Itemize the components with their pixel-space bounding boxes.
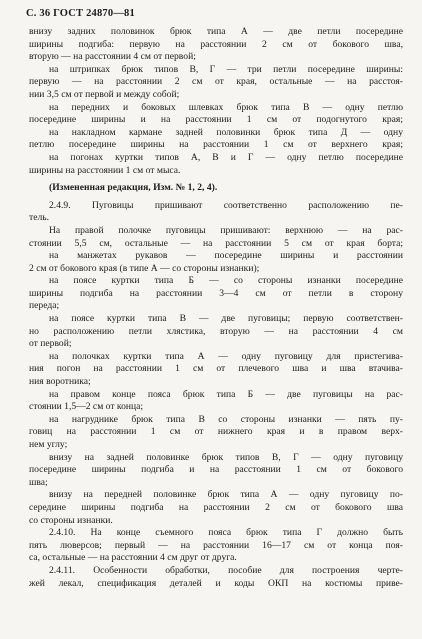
amendment-note: (Измененная редакция, Изм. № 1, 2, 4). — [49, 182, 218, 194]
text-line: На правой полочке пуговицы пришивают: верхнюю — на рас- — [49, 224, 403, 236]
text-line: ширины подгиба: первую на расстоянии 2 см от бокового шва, — [29, 38, 403, 50]
text-line: ширины подгиба на расстоянии 3—4 см от петли в сторону — [29, 287, 403, 299]
page-header: С. 36 ГОСТ 24870—81 — [26, 8, 135, 19]
text-line: на поясе куртки типа В — две пуговицы; первую соответствен- — [49, 313, 403, 325]
text-line: посередине ширины подгиба и на расстоянии 1 см от бокового — [29, 464, 403, 476]
text-line: на правом конце пояса брюк типа Б — две пуговицы на рас- — [49, 388, 403, 400]
text-line: первую — на расстоянии 2 см от края, остальные — на расстоя- — [29, 76, 403, 88]
text-line: на передних и боковых шлевках брюк типа В — одну петлю — [49, 101, 403, 113]
text-line: говиц на расстоянии 1 см от нижнего края и в правом верх- — [29, 426, 403, 438]
text-line: ния воротника; — [29, 376, 91, 388]
text-line: петлю посередине ширины на расстоянии 1 см от верхнего края; — [29, 139, 403, 151]
section-2-4-11-heading: 2.4.11. Особенности обработки, пособие для построения черте- — [49, 564, 403, 576]
text-line: жей лекал, спецификация деталей и коды ОКП на костюмы приве- — [29, 577, 403, 589]
text-line: ния погон на расстоянии 1 см от плечевого шва и шва втачива- — [29, 363, 403, 375]
section-2-4-10-heading: 2.4.10. На конце съемного пояса брюк типа Г должно быть — [49, 527, 403, 539]
text-line: от первой; — [29, 338, 72, 350]
section-2-4-9-heading: 2.4.9. Пуговицы пришивают соответственно расположению пе- — [49, 199, 403, 211]
text-line: тель. — [29, 212, 50, 224]
text-line: 2 см от бокового края (в типе А — со стороны изнанки); — [29, 262, 260, 274]
text-line: но расположению петли хлястика, вторую — на расстоянии 4 см — [29, 325, 403, 337]
text-line: переда; — [29, 300, 60, 312]
text-line: на погонах куртки типов А, В и Г — одну петлю посередине — [49, 151, 403, 163]
text-line: вторую — на расстоянии 4 см от первой; — [29, 51, 196, 63]
text-line: на нагруднике брюк типа В со стороны изнанки — пять пу- — [49, 413, 403, 425]
text-line: внизу на передней половинке брюк типа А — одну пуговицу по- — [49, 489, 403, 501]
text-line: на накладном кармане задней половинки брюк типа Д — одну — [49, 126, 403, 138]
text-line: внизу задних половинок брюк типа А — две петли посередине — [29, 26, 403, 37]
text-line: внизу на задней половинке брюк типов В, Г — одну пуговицу — [49, 451, 403, 463]
text-line: на поясе куртки типа Б — со стороны изнанки посередине — [49, 275, 403, 287]
text-line: на штрипках брюк типов В, Г — три петли посередине ширины: — [49, 63, 403, 75]
text-line: нем углу; — [29, 439, 68, 450]
text-line: нии 3,5 см от первой и между собой; — [29, 88, 180, 100]
text-line: са, остальные — на расстоянии 4 см друг от друга. — [29, 552, 237, 564]
text-line: на манжетах рукавов — посередине ширины и расстоянии — [49, 250, 403, 262]
text-line: посередине ширины и на расстоянии 1 см от подогнутого края; — [29, 114, 403, 126]
text-line: на полочках куртки типа А — одну пуговицу для пристегива- — [49, 350, 403, 362]
document-body — [29, 26, 403, 590]
text-line: со стороны изнанки. — [29, 514, 113, 526]
text-line: пять люверсов; первый — на расстоянии 16—17 см от конца поя- — [29, 539, 403, 551]
text-line: стоянии 5,5 см, остальные — на расстоянии 5 см от края борта; — [29, 237, 403, 249]
text-line: стоянии 1,5—2 см от конца; — [29, 401, 144, 413]
text-line: ширины на расстоянии 1 см от мыса. — [29, 164, 181, 176]
text-line: середине ширины подгиба на расстоянии 2 см от бокового шва — [29, 501, 403, 513]
text-line: шва; — [29, 476, 48, 488]
